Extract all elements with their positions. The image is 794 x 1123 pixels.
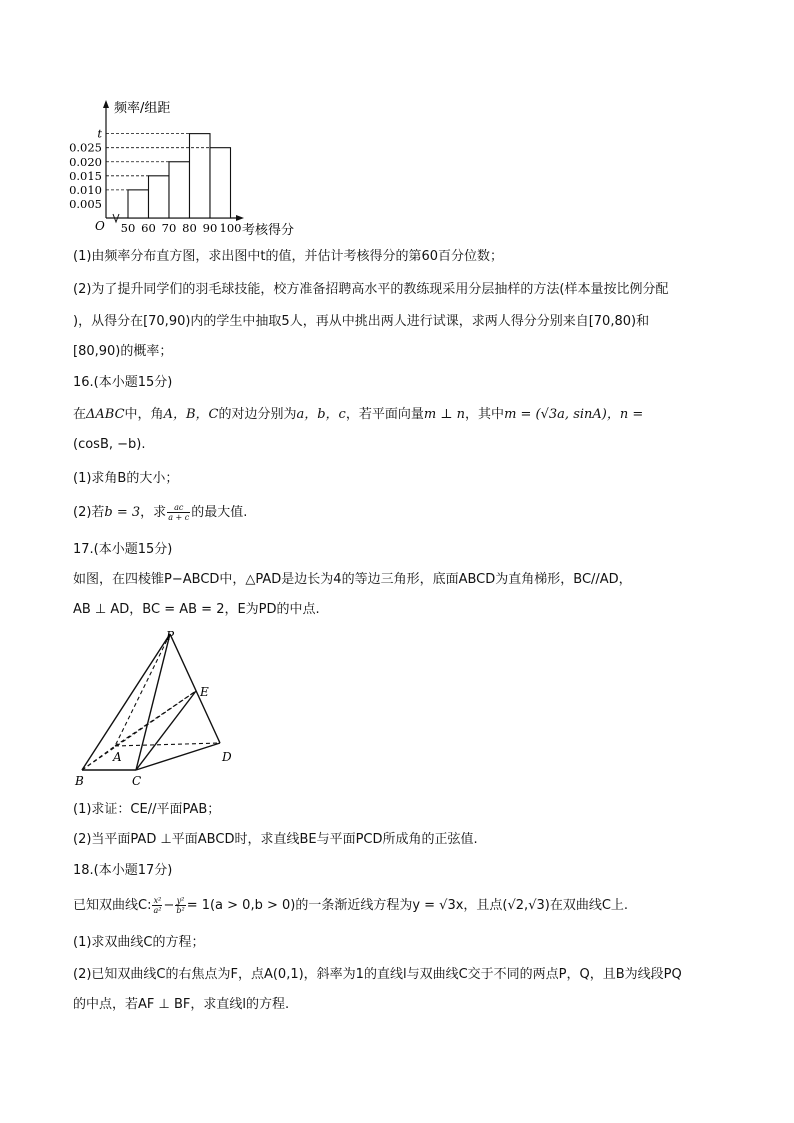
label-C: C (132, 774, 142, 788)
x-tick-label: 80 (182, 221, 197, 235)
y-tick-label: t (97, 126, 102, 141)
q18-header: 18.(本小题17分) (73, 863, 173, 878)
q15-part2-line2: )，从得分在[70,90)内的学生中抽取5人，再从中挑出两人进行试课，求两人得分分别来自[70,80)和 (73, 314, 650, 329)
q15-part2-line1: (2)为了提升同学们的羽毛球技能，校方准备招聘高水平的教练现采用分层抽样的方法(样本量按比例分配 (73, 282, 669, 297)
q18-part2-line2: 的中点，若AF ⊥ BF，求直线l的方程. (73, 997, 290, 1012)
label-E: E (200, 685, 209, 699)
y-axis-label: 频率/组距 (114, 101, 171, 116)
histogram-bar (128, 190, 149, 218)
q18-stem: 已知双曲线C: $\frac{\text{x²}}{\text{a²}}$ − $\frac{\text{y²}}{\text{b²}}$ = 1(a > 0,b > 0)的一条渐近线方程为y = √3x，且点(√2,√3)在双曲线C上. (73, 896, 629, 915)
origin-label: O (95, 219, 105, 233)
x-tick-label: 90 (202, 221, 218, 235)
histogram-bar (149, 176, 170, 218)
y-tick-label: 0.005 (69, 196, 102, 211)
pyramid-figure (70, 628, 240, 788)
label-P: P (166, 629, 175, 643)
histogram-bar (169, 162, 190, 218)
q18-part2-line1: (2)已知双曲线C的右焦点为F，点A(0,1)，斜率为1的直线l与双曲线C交于不同的两点P，Q，且B为线段PQ (73, 967, 682, 982)
q17-stem-line1: 如图，在四棱锥P−ABCD中，△PAD是边长为4的等边三角形，底面ABCD为直角梯形，BC//AD， (73, 572, 632, 587)
q16-part1: (1)求角B的大小； (73, 471, 179, 486)
histogram-chart (68, 96, 368, 236)
q17-stem-line2: AB ⊥ AD，BC = AB = 2，E为PD的中点. (73, 602, 320, 617)
y-tick-label: 0.020 (69, 154, 102, 169)
y-tick-label: 0.025 (69, 140, 102, 155)
q18-part1: (1)求双曲线C的方程； (73, 935, 205, 950)
q16-stem-line2: (cosB, −b). (73, 437, 146, 452)
q15-part2-line3: [80,90)的概率； (73, 344, 173, 359)
label-A: A (113, 750, 122, 764)
histogram-bar (190, 134, 211, 218)
x-tick-label: 100 (219, 221, 242, 235)
histogram-bar (210, 148, 231, 218)
y-axis-arrow (103, 100, 109, 108)
q16-header: 16.(本小题15分) (73, 375, 173, 390)
q17-part1: (1)求证：CE//平面PAB； (73, 802, 221, 817)
label-B: B (75, 774, 84, 788)
label-D: D (222, 750, 232, 764)
q17-part2: (2)当平面PAD ⊥平面ABCD时，求直线BE与平面PCD所成角的正弦值. (73, 832, 478, 847)
q15-part1: (1)由频率分布直方图，求出图中t的值，并估计考核得分的第60百分位数； (73, 249, 504, 264)
x-axis-label: 考核得分 (242, 223, 295, 236)
x-tick-label: 60 (141, 221, 156, 235)
x-tick-label: 50 (120, 221, 136, 235)
q16-part2: (2)若b = 3，求 $\frac{ac}{a + c}$ 的最大值. (73, 503, 248, 522)
q17-header: 17.(本小题15分) (73, 542, 173, 557)
x-tick-label: 70 (161, 221, 177, 235)
q16-stem-line1: 在ΔABC中，角A，B，C的对边分别为a，b，c，若平面向量m ⊥ n，其中m = (√3a, sinA)，n = (73, 407, 644, 422)
y-tick-label: 0.010 (69, 182, 102, 197)
y-tick-label: 0.015 (69, 168, 102, 183)
